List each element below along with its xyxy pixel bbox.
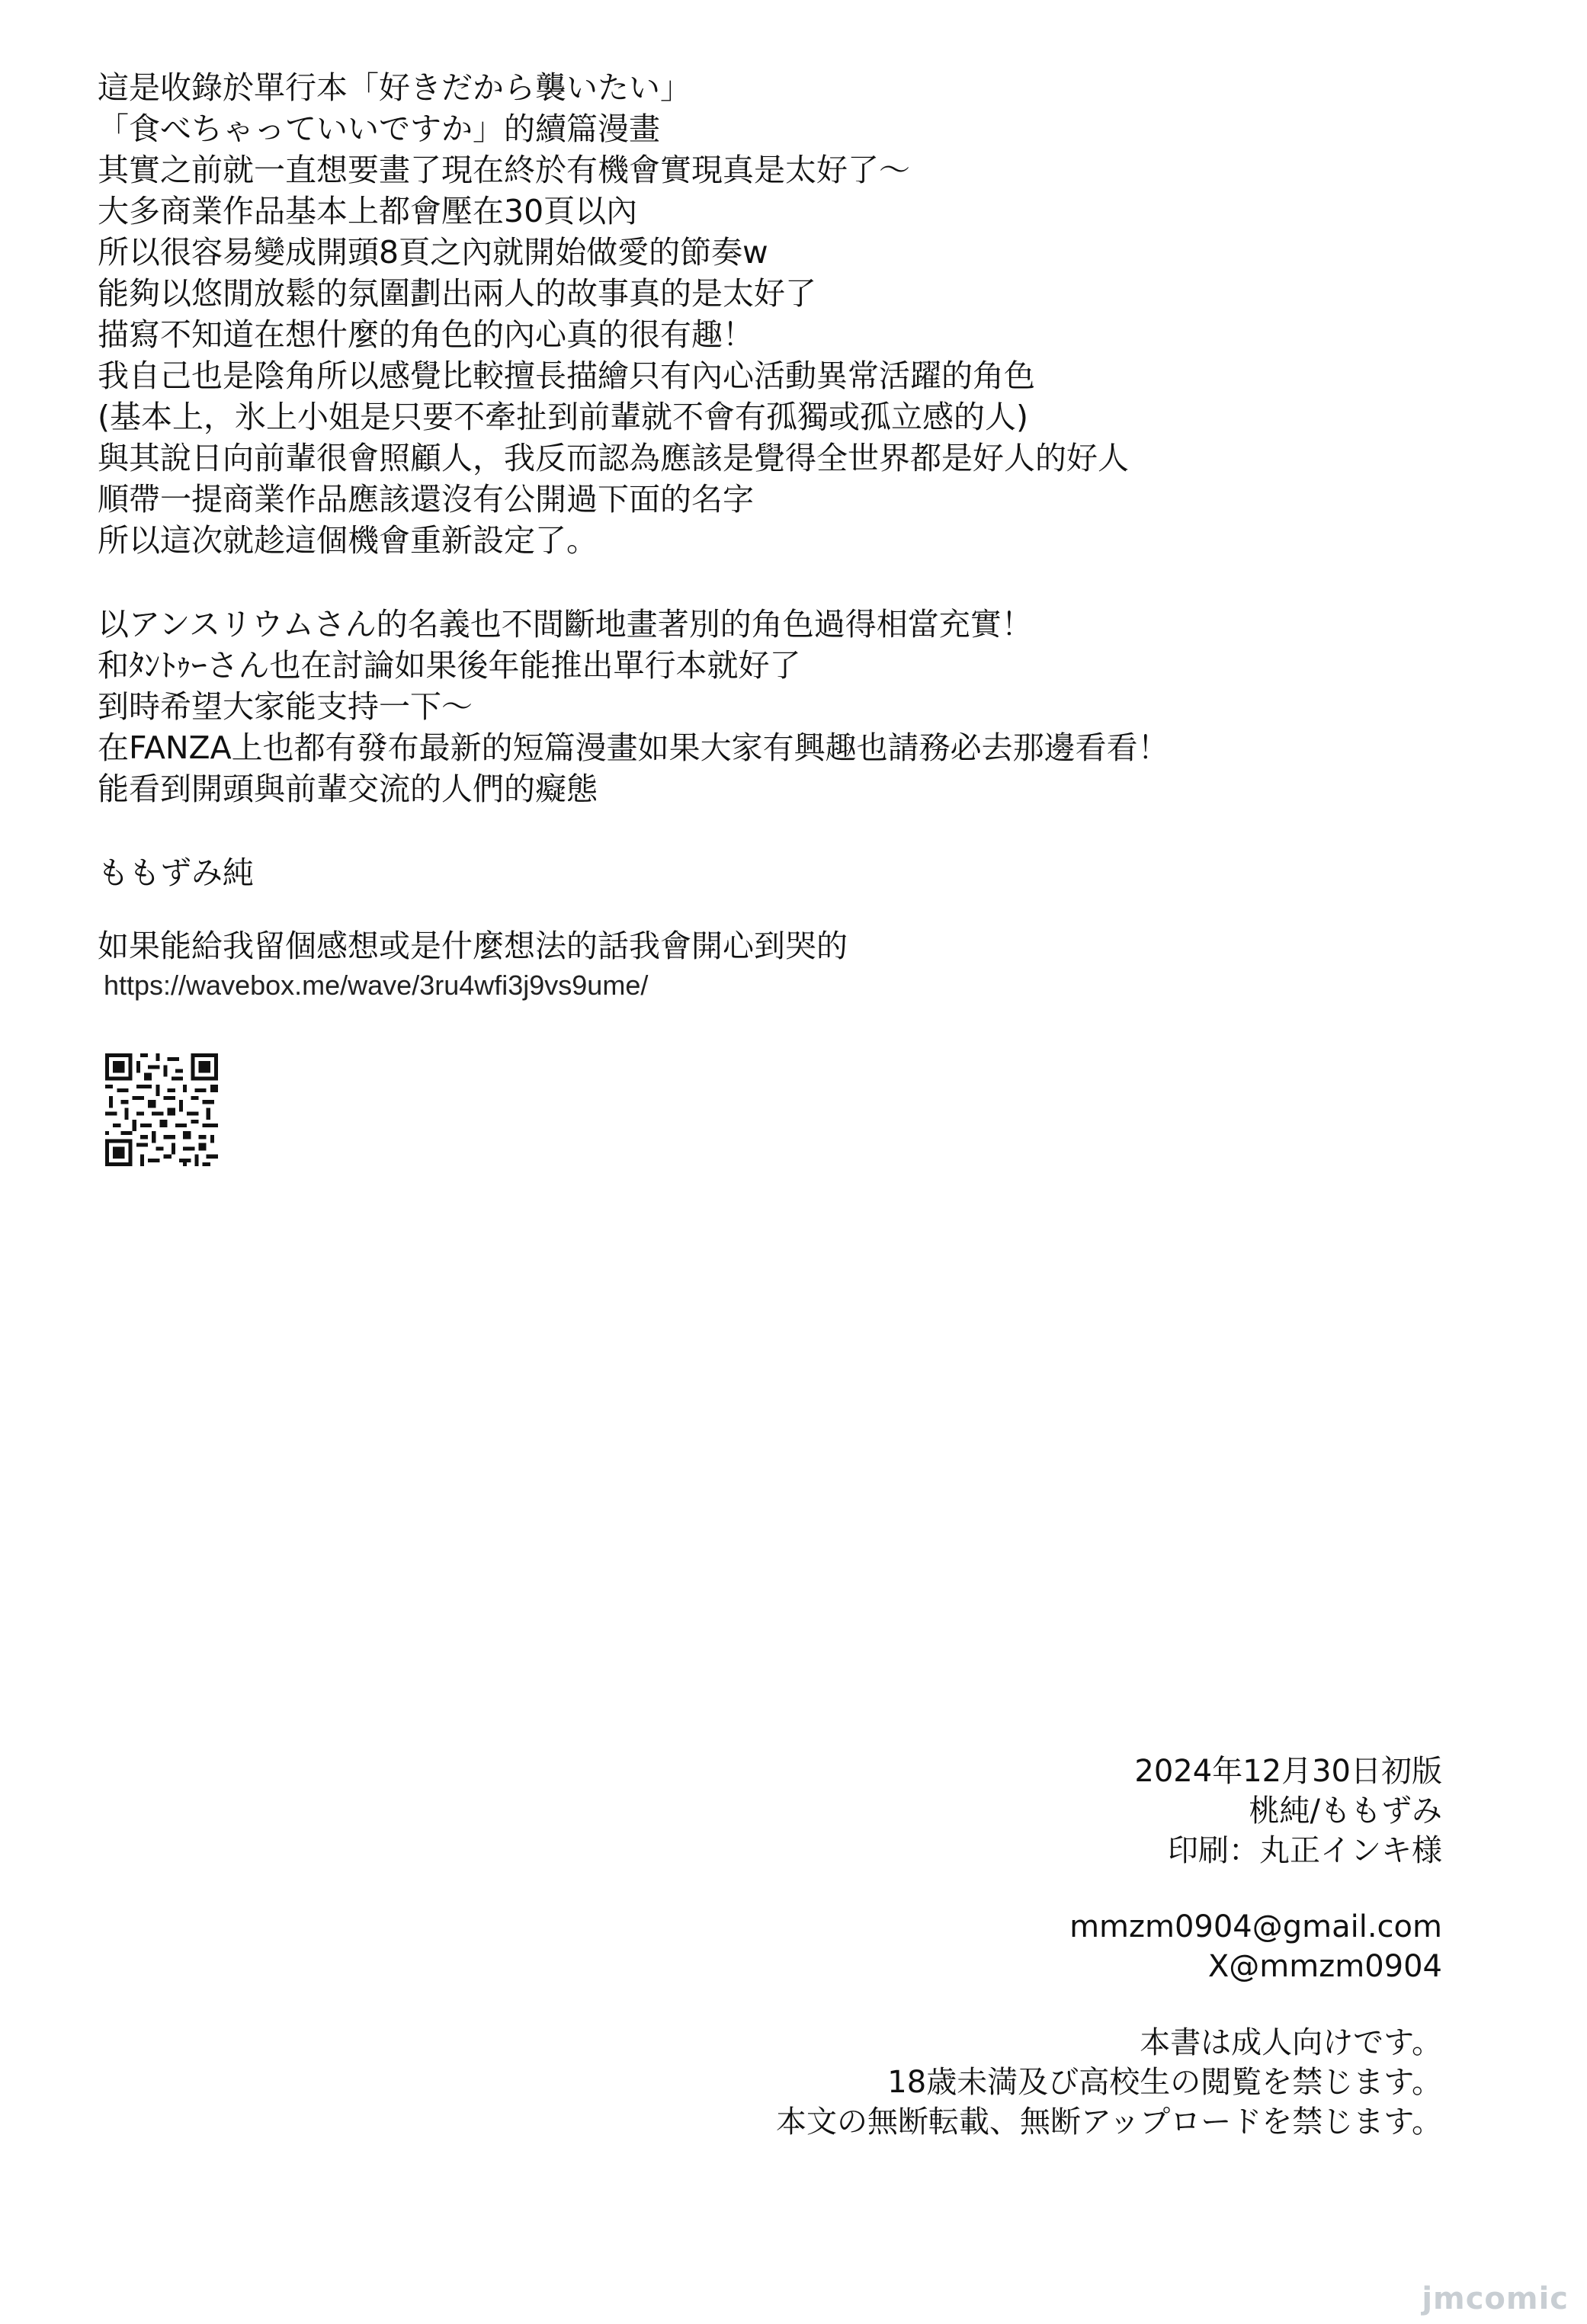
text-line: 所以很容易變成開頭8頁之內就開始做愛的節奏w bbox=[98, 234, 768, 271]
author-signature: ももずみ純 bbox=[98, 854, 254, 891]
colophon-spacer bbox=[776, 1870, 1442, 1907]
qr-code-icon[interactable] bbox=[105, 1053, 218, 1166]
afterword-paragraph-1 bbox=[98, 67, 1470, 561]
text-line: 能夠以悠閒放鬆的氛圍劃出兩人的故事真的是太好了 bbox=[98, 275, 816, 312]
text-line: 能看到開頭與前輩交流的人們的癡態 bbox=[98, 771, 598, 807]
site-watermark: jmcomic bbox=[1422, 2281, 1569, 2316]
text-line: 到時希望大家能支持一下～ bbox=[98, 688, 473, 725]
text-line: 「食べちゃっていいですか」的續篇漫畫 bbox=[98, 111, 660, 147]
text-line: 在FANZA上也都有發布最新的短篇漫畫如果大家有興趣也請務必去那邊看看！ bbox=[98, 729, 1169, 766]
colophon-spacer bbox=[776, 1986, 1442, 2023]
text-line: 順帶一提商業作品應該還沒有公開過下面的名字 bbox=[98, 481, 754, 518]
age-restriction-notice: 18歳未満及び高校生の閲覧を禁じます。 bbox=[887, 2065, 1442, 2100]
text-line: 這是收錄於單行本「好きだから襲いたい」 bbox=[98, 69, 691, 106]
paragraph-spacer bbox=[98, 561, 1470, 604]
text-line: 描寫不知道在想什麼的角色的內心真的很有趣！ bbox=[98, 316, 754, 353]
feedback-message: 如果能給我留個感想或是什麼想法的話我會開心到哭的 bbox=[98, 928, 848, 964]
text-line: (基本上，氷上小姐是只要不牽扯到前輩就不會有孤獨或孤立感的人) bbox=[98, 399, 1028, 435]
text-line: 我自己也是陰角所以感覺比較擅長描繪只有內心活動異常活躍的角色 bbox=[98, 357, 1035, 394]
paragraph-spacer bbox=[98, 809, 1470, 852]
edition-date: 2024年12月30日初版 bbox=[1134, 1754, 1442, 1789]
text-line: 大多商業作品基本上都會壓在30頁以內 bbox=[98, 193, 638, 229]
printer-credit: 印刷：丸正インキ様 bbox=[1168, 1833, 1442, 1868]
text-line: 所以這次就趁這個機會重新設定了。 bbox=[98, 522, 598, 559]
text-line: 其實之前就一直想要畫了現在終於有機會實現真是太好了～ bbox=[98, 152, 910, 188]
colophon bbox=[776, 1752, 1442, 2142]
contact-email: mmzm0904@gmail.com bbox=[1069, 1909, 1442, 1944]
x-account: X@mmzm0904 bbox=[1207, 1949, 1442, 1984]
author-credit: 桃純/ももずみ bbox=[1249, 1793, 1442, 1829]
feedback-section bbox=[98, 925, 1470, 1005]
text-line: 和ﾀﾝﾄｩｰさん也在討論如果後年能推出單行本就好了 bbox=[98, 647, 801, 684]
text-line: 以アンスリウムさん的名義也不間斷地畫著別的角色過得相當充實！ bbox=[98, 606, 1033, 643]
reproduction-notice: 本文の無断転載、無断アップロードを禁じます。 bbox=[776, 2104, 1442, 2140]
afterword-paragraph-2 bbox=[98, 604, 1470, 809]
adult-notice: 本書は成人向けです。 bbox=[1140, 2025, 1442, 2060]
afterword bbox=[98, 67, 1470, 1005]
text-line: 與其說日向前輩很會照顧人，我反而認為應該是覺得全世界都是好人的好人 bbox=[98, 440, 1129, 476]
wavebox-link[interactable]: https://wavebox.me/wave/3ru4wfi3j9vs9ume/ bbox=[104, 970, 649, 1001]
